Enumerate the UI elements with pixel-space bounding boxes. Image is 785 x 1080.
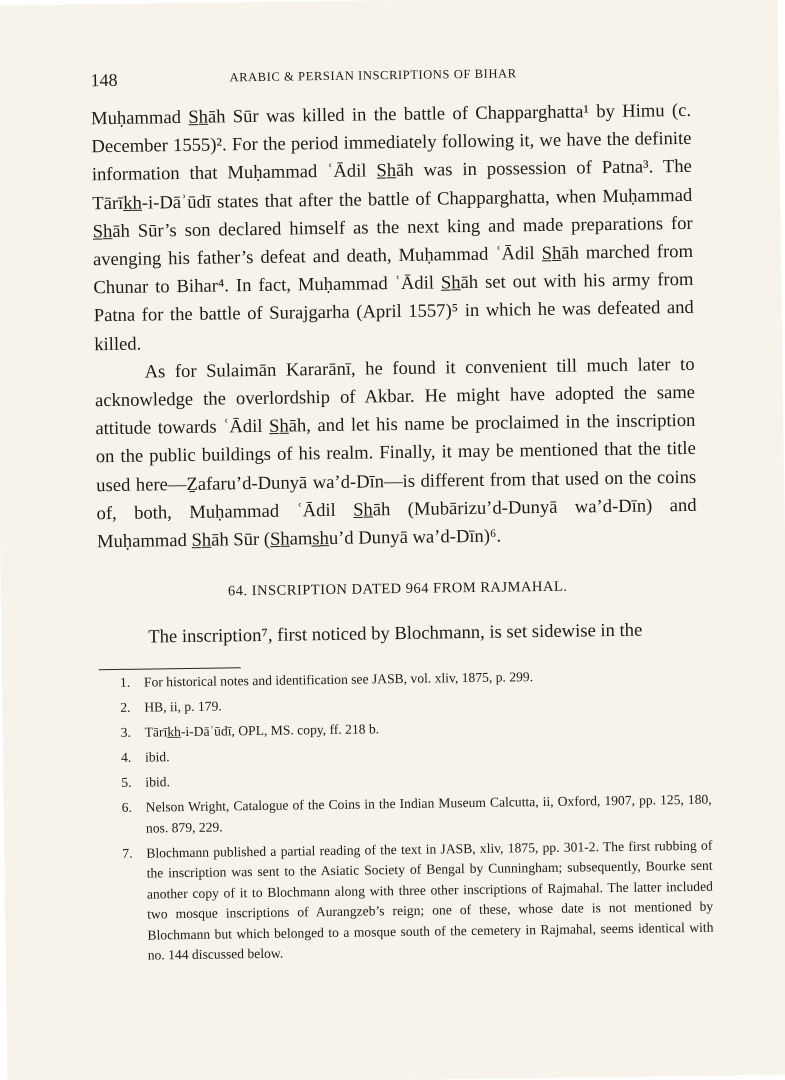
footnote [121,740,711,769]
footnote-number: 6. [121,799,133,815]
footnote-text: Nelson Wright, Catalogue of the Coins in the Indian Museum Calcutta, ii, Oxford, 1907, pp. 125, 180, nos. 879, 229. [145,791,712,836]
footnote [122,790,713,839]
footnote-number: 5. [121,774,132,790]
footnote [120,665,710,694]
footnote-number: 7. [122,845,133,861]
footnotes [120,665,714,971]
footnote [120,690,710,719]
footnote-text: ibid. [144,749,170,765]
footnote [121,715,711,744]
footnote [122,835,714,966]
footnote-number: 4. [120,749,132,765]
footnote [121,765,711,794]
footnote-divider [99,667,241,670]
footnote-text: HB, ii, p. 179. [144,698,222,715]
footnote-number: 2. [120,699,131,715]
body-paragraph: Muḥammad S̲h̲āh Sūr was killed in the battle of Chapparghatta¹ by Himu (c. December 1555)². For the period immediately following it, we have the definite information that Muḥammad ʿĀdil S̲h̲āh was in possession of Patna³. The Tārīk̲h̲-i-Dāʾūdī states that after the battle of Chapparghatta, when Muḥammad S̲h̲āh Sūr’s son declared himself as the next king and made preparations for avenging his father’s defeat and death, Muḥammad ʿĀdil S̲h̲āh marched from Chunar to Bihar⁴. In fact, Muḥammad ʿĀdil S̲h̲āh set out with his army from Patna for the battle of Surajgarha (April 1557)⁵ in which he was defeated and killed. [90,99,694,355]
footnote-number: 1. [119,674,131,690]
footnote-number: 3. [120,724,131,740]
running-title: ARABIC & PERSIAN INSCRIPTIONS OF BIHAR [229,66,517,85]
footnote-text: For historical notes and identification see JASB, vol. xliv, 1875, p. 299. [143,669,534,690]
page-number: 148 [90,69,118,91]
body-text [91,97,697,557]
footnote-text: ibid. [145,774,171,790]
body-paragraph: As for Sulaimān Kararānī, he found it convenient till much later to acknowledge the overlordship of Akbar. He might have adopted the same attitude towards ʿĀdil S̲h̲āh, and let his name be proclaimed in the inscription on the public buildings of his realm. Finally, it may be mentioned that the title used here—Ẕafaru’d-Dunyā wa’d-Dīn—is different from that used on the coins of, both, Muḥammad ʿĀdil S̲h̲āh (Mubārizu’d-Dunyā wa’d-Dīn) and Muḥammad S̲h̲āh Sūr (S̲h̲ams̲h̲u’d Dunyā wa’d-Dīn)⁶. [94,353,697,553]
footnote-text: Blochmann published a partial reading of the text in JASB, xliv, 1875, pp. 301-2. The first rubbing of the inscription was sent to the Asiatic Society of Bengal by Cunningham; subsequently, Bourke sent another copy of it to Blochmann along with three other inscriptions of Rajmahal. The latter included two mosque inscriptions of Aurangzeb’s reign; one of these, whose date is not mentioned by Blochmann but which belonged to a mosque south of the cemetery in Rajmahal, seems identical with no. 144 discussed below. [146,837,714,963]
section-heading: 64. INSCRIPTION DATED 964 FROM RAJMAHAL. [227,578,568,600]
footnote-text: Tārīk̲h̲-i-Dāʾūdī, OPL, MS. copy, ff. 218 b. [144,721,380,740]
body-paragraph: The inscription⁷, first noticed by Blochmann, is set sidewise in the [148,619,643,648]
